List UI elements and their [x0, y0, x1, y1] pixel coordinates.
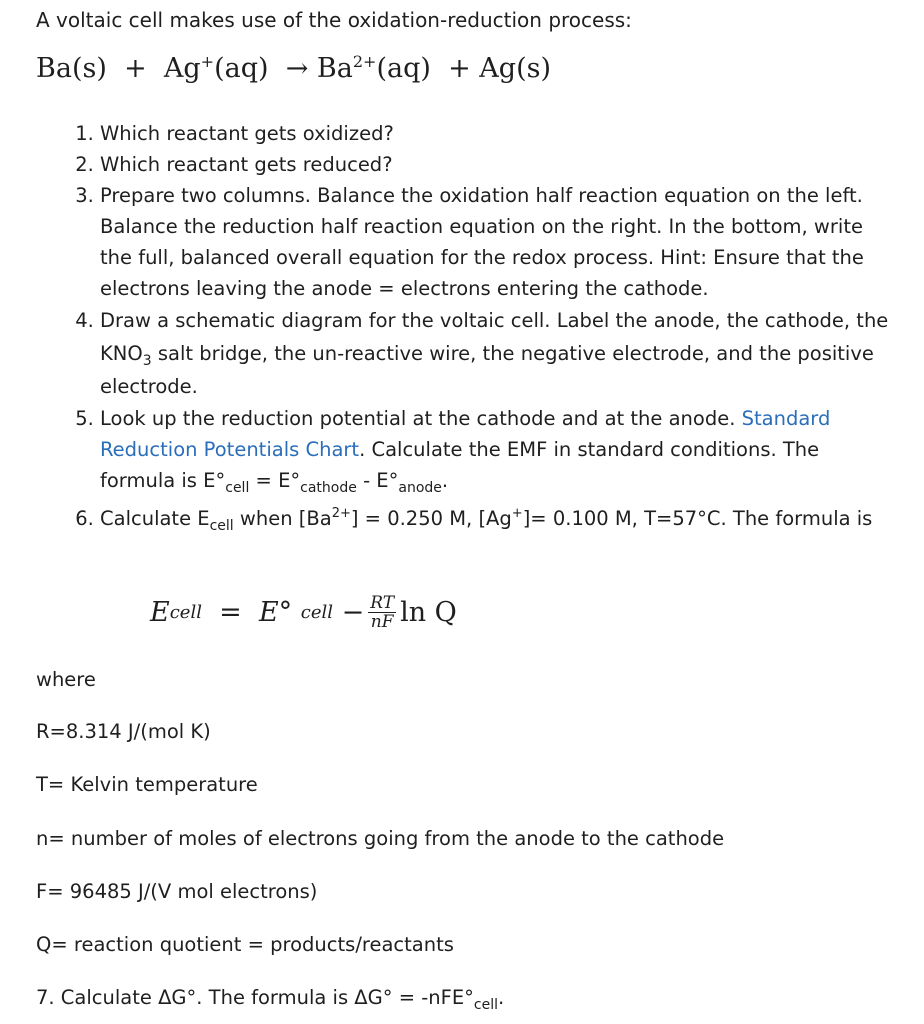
question-5: 5. Look up the reduction potential at the cathode and at the anode. Standard Reduction Potentials Chart. Calculate the EMF in standard conditions. The formula is $E^\circ_{cell} = E^\circ_{cathode} - E^\circ_{anode}$. [100, 403, 900, 496]
reaction-equation: $Ba(s) + Ag^+(aq) \to Ba^{2+}(aq) + Ag(s)$ [36, 52, 552, 84]
rt-over-nf: $\frac{RT}{nF}$ [370, 593, 395, 632]
nernst-equation: E cell = E° cell − $\frac{RT}{nF}$ ln Q [150, 593, 457, 632]
definition-r: R=8.314 J/(mol K) [36, 720, 211, 743]
question-2: 2. Which reactant gets reduced? [100, 149, 900, 180]
question-6: 6. Calculate $E_{cell}$ when $[Ba^{2+}] = 0.250$ M, [Ag+]= 0.100 M, T=57°C. The formula is [100, 502, 900, 535]
question-4: 4. Draw a schematic diagram for the voltaic cell. Label the anode, the cathode, the $KNO_3$ salt bridge, the un-reactive wire, the negative electrode, and the positive electrode. [100, 304, 900, 403]
standard-reduction-potentials-link[interactable]: Standard Reduction Potentials Chart [100, 407, 831, 461]
question-list [60, 118, 900, 535]
where-label: where [36, 668, 96, 691]
question-3: 3. Prepare two columns. Balance the oxidation half reaction equation on the left. Balance the reduction half reaction equation on the right. In the bottom, write the full, balanced overall equation for the redox process. Hint: Ensure that the electrons leaving the anode = electrons entering the cathode. [100, 180, 900, 304]
intro-text: A voltaic cell makes use of the oxidation-reduction process: [36, 8, 632, 32]
question-7: 7. Calculate ΔG°. The formula is $\Delta G^\circ = -nFE^\circ_{cell}$. [36, 986, 505, 1013]
definition-n: n= number of moles of electrons going from the anode to the cathode [36, 827, 725, 850]
definition-q: Q= reaction quotient = products/reactants [36, 933, 454, 956]
question-1: 1. Which reactant gets oxidized? [100, 118, 900, 149]
definition-t: T= Kelvin temperature [36, 773, 258, 796]
definition-f: F= 96485 J/(V mol electrons) [36, 880, 318, 903]
